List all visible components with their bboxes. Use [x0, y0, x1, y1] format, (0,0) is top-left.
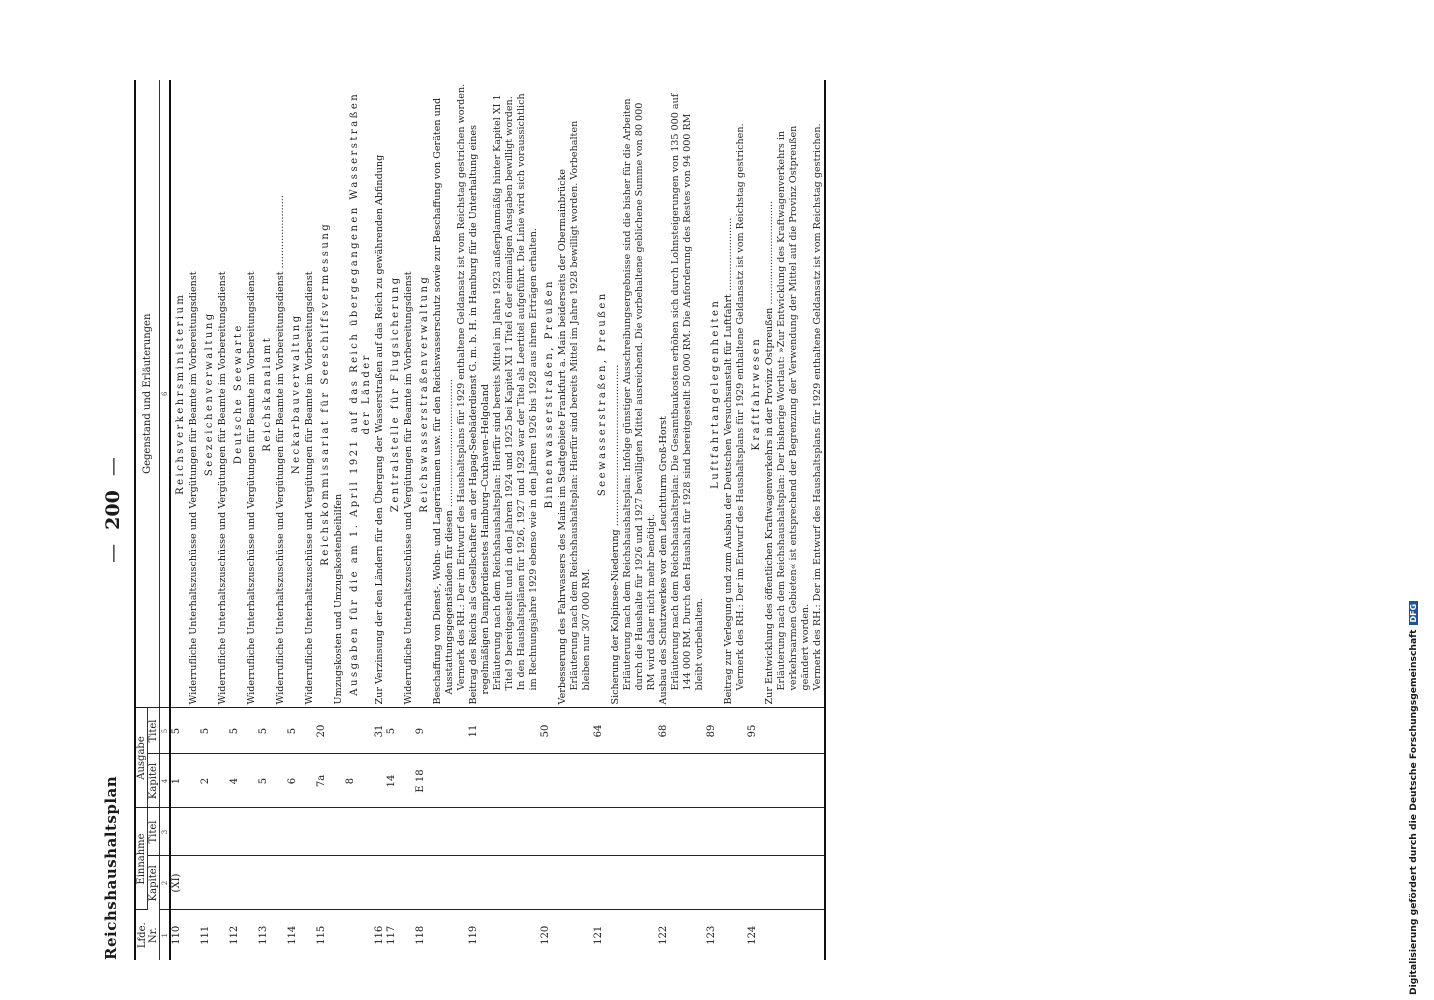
einnahme-titel — [540, 808, 593, 856]
einnahme-titel — [287, 808, 316, 856]
chapter-heading: Reichswasserstraßenverwaltung — [419, 274, 430, 513]
running-title: Reichshaushaltsplan — [102, 775, 120, 960]
entry-text: Widerrufliche Unterhaltszuschüsse und Vergütungen für Beamte im Vorbereitungsdienst — [217, 271, 228, 705]
table-row — [258, 80, 287, 960]
entry-description — [229, 80, 258, 708]
column-number: 2 — [160, 856, 171, 910]
ausgabe-titel: 68 — [658, 708, 706, 754]
entry-description — [706, 80, 747, 708]
entry-description — [658, 80, 706, 708]
document-page — [100, 60, 1320, 960]
einnahme-kapitel — [658, 856, 706, 910]
ausgabe-kapitel — [658, 754, 706, 808]
table-row — [658, 80, 706, 960]
col-header-einnahme-kapitel: Kapitel — [148, 856, 160, 910]
ausgabe-titel: 5 — [170, 708, 200, 754]
entry-description — [386, 80, 415, 708]
entry-text: Beitrag zur Verlegung und zum Ausbau der Deutschen Versuchsanstalt für Luftfahrt ........................ — [723, 217, 734, 705]
ausgabe-kapitel: 6 — [287, 754, 316, 808]
ausgabe-titel: 5 — [258, 708, 287, 754]
ausgabe-titel: 31 — [374, 708, 386, 754]
chapter-heading: Seewasserstraßen, Preußen — [597, 291, 608, 497]
chapter-heading: Deutsche Seewarte — [233, 323, 244, 465]
chapter-heading: Reichskanalamt — [262, 335, 273, 452]
entry-text: Widerrufliche Unterhaltszuschüsse und Vergütungen für Beamte im Vorbereitungsdienst ........................ — [275, 195, 286, 705]
entry-text: Verbesserung des Fahrwassers des Mains im Stadtgebiete Frankfurt a. Main beiderseits der Obermainbrücke — [557, 169, 568, 705]
ausgabe-titel: 11 — [468, 708, 540, 754]
table-row — [287, 80, 316, 960]
row-number: 111 — [200, 925, 211, 945]
entry-description — [415, 80, 468, 708]
entry-text: Sicherung der Kolpinsee-Niederung ..................................................... — [610, 364, 621, 705]
column-number: 4 — [160, 754, 171, 808]
entry-note: Erläuterung nach dem Reichshaushaltsplan: Die Gesamtbaukosten erhöhen sich durch Lohnsteigerungen von 135 000 auf 144 000 RM. Durch den Haushalt für 1928 sind bereitgestellt 50 000 RM. Die Anforderung des Restes von 94 000 RM bleibt vorbehalten. — [670, 93, 705, 691]
entry-description — [258, 80, 287, 708]
col-header-einnahme-titel: Titel — [148, 808, 160, 856]
row-number: 112 — [229, 925, 240, 945]
entry-note: Erläuterung nach dem Reichshaushaltsplan: Hierfür sind bereits Mittel im Jahre 1923 außerplanmäßig hinter Kapitel XI 1 Titel 9 bereitgestellt und in den Jahren 1924 und 1925 bei Kapitel XI 1 Titel 6 der einmaligen Ausgaben bewilligt worden. — [492, 94, 515, 691]
entry-description — [345, 80, 374, 708]
einnahme-titel — [258, 808, 287, 856]
entry-text: Ausbau des Schutzwerkes vor dem Leuchtturm Groß-Horst — [658, 416, 669, 705]
einnahme-titel — [658, 808, 706, 856]
budget-table — [134, 80, 826, 960]
column-number-row — [160, 80, 171, 960]
entry-description — [540, 80, 593, 708]
ausgabe-kapitel — [747, 754, 825, 808]
chapter-heading: Seezeichenverwaltung — [204, 311, 215, 477]
header-row-1 — [135, 80, 148, 960]
einnahme-titel — [386, 808, 415, 856]
row-number: 122 — [658, 925, 669, 945]
ausgabe-titel — [345, 708, 374, 754]
entry-note: Vermerk des RH.: Der im Entwurf des Haushaltsplans für 1929 enthaltene Geldansatz ist vom Reichstag gestrichen. — [812, 123, 823, 691]
column-number: 1 — [160, 910, 171, 960]
ausgabe-titel: 5 — [386, 708, 415, 754]
table-row — [593, 80, 658, 960]
ausgabe-titel: 20 — [316, 708, 345, 754]
entry-description — [170, 80, 200, 708]
entry-note: In den Haushaltsplänen für 1926, 1927 und 1928 war der Titel als Leertitel aufgeführt. Die Linie wird sich voraussichtlich im Rechnungsjahre 1929 ebenso wie in den Jahren 1926 bis 1928 aus ihren Erträgen erhalten. — [516, 93, 539, 691]
einnahme-titel — [468, 808, 540, 856]
einnahme-kapitel — [468, 856, 540, 910]
col-header-einnahme: Einnahme — [135, 808, 148, 910]
ausgabe-kapitel: 14 — [386, 754, 415, 808]
entry-description — [374, 80, 386, 708]
row-number: 115 — [316, 925, 327, 945]
einnahme-kapitel — [706, 856, 747, 910]
einnahme-titel — [706, 808, 747, 856]
row-number: 117 — [386, 925, 397, 945]
row-number: 123 — [706, 925, 717, 945]
einnahme-kapitel — [593, 856, 658, 910]
einnahme-titel — [345, 808, 374, 856]
einnahme-kapitel — [374, 856, 386, 910]
entry-description — [316, 80, 345, 708]
table-row — [316, 80, 345, 960]
entry-note: Erläuterung nach dem Reichshaushaltsplan: Der bisherige Wortlaut: »Zur Entwicklung des Kraftwagenverkehrs in verkehrsarmen Gebieten« ist entsprechend der Begrenzung der Verwendung der Mittel auf die Provinz Ostpreußen geändert worden. — [776, 125, 811, 691]
digitization-credit — [1408, 15, 1419, 995]
chapter-heading: Neckarbauverwaltung — [291, 313, 302, 475]
entry-text: Umzugskosten und Umzugskostenbeihilfen — [333, 493, 344, 705]
einnahme-titel — [747, 808, 825, 856]
table-row — [706, 80, 747, 960]
entry-description — [468, 80, 540, 708]
col-header-ausgabe-kapitel: Kapitel — [148, 754, 160, 808]
einnahme-titel — [229, 808, 258, 856]
table-row — [374, 80, 386, 960]
entry-text: Beschaffung von Dienst-, Wohn- und Lagerräumen usw. für den Reichswasserschutz sowie zur Beschaffung von Geräten und Ausstattungsgegenständen für diesen .......................................... — [432, 97, 455, 705]
einnahme-kapitel — [229, 856, 258, 910]
einnahme-kapitel — [540, 856, 593, 910]
einnahme-kapitel — [747, 856, 825, 910]
einnahme-kapitel — [287, 856, 316, 910]
row-number: 119 — [468, 925, 479, 945]
einnahme-kapitel — [386, 856, 415, 910]
ausgabe-titel: 95 — [747, 708, 825, 754]
entry-note: Vermerk des RH.: Der im Entwurf des Haushaltsplans für 1929 enthaltene Geldansatz ist vom Reichstag gestrichen. — [735, 123, 746, 691]
ausgabe-titel: 50 — [540, 708, 593, 754]
digitization-credit-text: Digitalisierung gefördert durch die Deutsche Forschungsgemeinschaft — [1408, 629, 1419, 995]
row-number: 124 — [747, 910, 825, 960]
chapter-heading: Reichsverkehrsministerium — [175, 292, 186, 495]
chapter-heading: Ausgaben für die am 1. April 1921 auf das Reich übergegangenen Wasserstraßen der Länder — [349, 91, 372, 696]
table-row — [386, 80, 415, 960]
ausgabe-kapitel — [374, 754, 386, 808]
row-number: 116 — [374, 925, 385, 945]
column-number: 5 — [160, 708, 171, 754]
ausgabe-titel: 9 — [415, 708, 468, 754]
entry-note: Erläuterung nach dem Reichshaushaltsplan: Infolge günstiger Ausschreibungsergebnisse sind die bisher für die Arbeiten durch die Haushalte für 1926 und 1927 bewilligten Mittel ausreichend. Die vorbehaltene geblichene Summe von 80 000 RM wird daher nicht mehr benötigt. — [622, 98, 657, 691]
ausgabe-titel: 5 — [287, 708, 316, 754]
row-number: 114 — [287, 925, 298, 945]
einnahme-kapitel: (XI) — [170, 856, 200, 910]
table-row — [345, 80, 374, 960]
einnahme-titel — [593, 808, 658, 856]
table-row — [747, 80, 825, 960]
entry-note: Vermerk des RH.: Der im Entwurf des Haushaltsplans für 1929 enthaltene Geldansatz ist vom Reichstag gestrichen worden. — [456, 83, 467, 691]
col-header-ausgabe-titel: Titel — [148, 708, 160, 754]
dfg-logo: DFG — [1409, 601, 1418, 626]
chapter-heading: Reichskommissariat für Seeschiffsvermessung — [320, 221, 331, 566]
entry-note: Erläuterung nach dem Reichshaushaltsplan: Hierfür sind bereits Mittel im Jahre 1928 bewilligt worden. Vorbehalten bleiben nur 307 000 RM. — [569, 120, 592, 691]
ausgabe-kapitel: 2 — [200, 754, 229, 808]
table-row — [468, 80, 540, 960]
einnahme-titel — [316, 808, 345, 856]
chapter-heading: Luftfahrtangelegenheiten — [710, 298, 721, 489]
entry-text: Widerrufliche Unterhaltszuschüsse und Vergütungen für Beamte im Vorbereitungsdienst — [188, 271, 199, 705]
col-header-lfd-nr: Lfde. Nr. — [135, 910, 160, 960]
page-number-value: 200 — [102, 490, 124, 530]
chapter-heading: Binnenwasserstraßen, Preußen — [544, 279, 555, 509]
ausgabe-kapitel — [468, 754, 540, 808]
ausgabe-kapitel — [706, 754, 747, 808]
entry-description — [747, 80, 825, 708]
ausgabe-kapitel: 4 — [229, 754, 258, 808]
entry-description — [200, 80, 229, 708]
einnahme-titel — [170, 808, 200, 856]
column-number: 6 — [160, 80, 171, 708]
row-number: 110 — [171, 925, 182, 945]
col-header-ausgabe: Ausgabe — [135, 708, 148, 808]
table-row — [415, 80, 468, 960]
chapter-heading: Kraftfahrwesen — [751, 336, 762, 451]
ausgabe-titel: 5 — [229, 708, 258, 754]
entry-text: Widerrufliche Unterhaltszuschüsse und Vergütungen für Beamte im Vorbereitungsdienst — [304, 271, 315, 705]
entry-description — [593, 80, 658, 708]
ausgabe-kapitel: 5 — [258, 754, 287, 808]
table-row — [229, 80, 258, 960]
einnahme-kapitel — [258, 856, 287, 910]
einnahme-titel — [200, 808, 229, 856]
table-row — [170, 80, 200, 960]
entry-text: Beitrag des Reichs als Gesellschafter an der Hapag-Seebäderdienst G. m. b. H. in Hamburg für die Unterhaltung eines regelmäßigen Dampferdienstes Hamburg–Cuxhaven–Helgoland — [468, 124, 491, 705]
ausgabe-kapitel: 8 — [345, 754, 374, 808]
einnahme-kapitel — [415, 856, 468, 910]
entry-text: Zur Verzinsung der den Ländern für den Übergang der Wasserstraßen auf das Reich zu gewährenden Abfindung — [374, 154, 385, 705]
entry-text: Widerrufliche Unterhaltszuschüsse und Vergütungen für Beamte im Vorbereitungsdienst — [246, 271, 257, 705]
ausgabe-kapitel: E 18 — [415, 754, 468, 808]
ausgabe-kapitel — [593, 754, 658, 808]
ausgabe-kapitel: 1 — [170, 754, 200, 808]
ausgabe-kapitel: 7a — [316, 754, 345, 808]
row-number: 120 — [540, 925, 551, 945]
entry-text: Zur Entwicklung des öffentlichen Kraftwagenverkehrs in der Provinz Ostpreußen .................................. — [764, 200, 775, 705]
einnahme-titel — [374, 808, 386, 856]
row-number: 118 — [415, 925, 426, 945]
einnahme-kapitel — [200, 856, 229, 910]
ausgabe-titel: 5 — [200, 708, 229, 754]
row-number: 113 — [258, 925, 269, 945]
column-number: 3 — [160, 808, 171, 856]
ausgabe-titel: 89 — [706, 708, 747, 754]
ausgabe-titel: 64 — [593, 708, 658, 754]
row-number: 121 — [593, 925, 604, 945]
chapter-heading: Zentralstelle für Flugsicherung — [390, 275, 401, 513]
page-number — [102, 60, 124, 960]
table-row — [540, 80, 593, 960]
einnahme-kapitel — [316, 856, 345, 910]
table-body — [170, 80, 825, 960]
row-number — [345, 910, 374, 960]
entry-description — [287, 80, 316, 708]
einnahme-kapitel — [345, 856, 374, 910]
ausgabe-kapitel — [540, 754, 593, 808]
einnahme-titel — [415, 808, 468, 856]
col-header-gegenstand: Gegenstand und Erläuterungen — [135, 80, 160, 708]
entry-text: Widerrufliche Unterhaltszuschüsse und Vergütungen für Beamte im Vorbereitungsdienst — [403, 271, 414, 705]
table-row — [200, 80, 229, 960]
